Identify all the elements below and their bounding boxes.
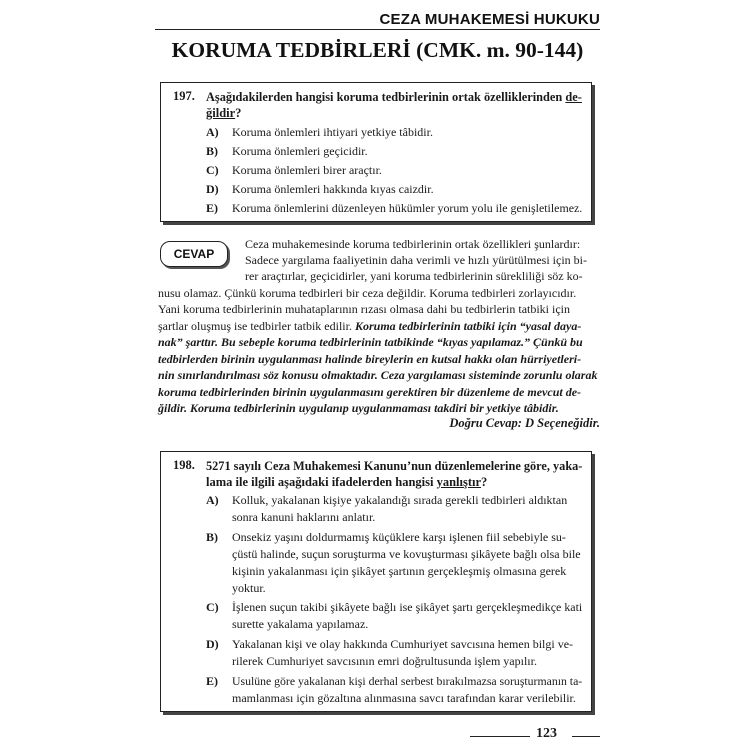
option-text: Usulüne göre yakalanan kişi derhal serbest bırakılmazsa soruşturmanın ta- — [232, 674, 583, 688]
answer-line: Yani koruma tedbirlerinin muhataplarının rızası olmasa dahi bu tedbirlerin tatbiki için — [158, 302, 571, 316]
footer-rule — [470, 736, 530, 737]
answer-line-emphasis: nak” şarttır. Bu sebeple koruma tedbirlerinin tatbikinde “kıyas yapılamaz.” Çünkü bu — [158, 335, 583, 349]
option-text: yoktur. — [232, 581, 266, 595]
option-letter: D) — [206, 637, 219, 651]
header-title: CEZA MUHAKEMESİ HUKUKU — [371, 11, 600, 28]
answer-badge: CEVAP — [160, 241, 228, 267]
answer-line: Ceza muhakemesinde koruma tedbirlerinin ortak özellikleri şunlardır: — [245, 237, 581, 251]
question-197-box — [160, 82, 592, 222]
option-letter: C) — [206, 600, 219, 614]
answer-line-emphasis: tedbirlerden birinin uygulanması halinde bireylerin en kutsal hakkı olan hürriyetleri- — [158, 352, 582, 366]
question-text: lama ile ilgili aşağıdaki ifadelerden hangisi — [206, 475, 437, 489]
option-text: mamlanması için gözaltına alınmasına savcı tarafından karar verilebilir. — [232, 691, 576, 705]
question-text-line2 — [206, 474, 487, 490]
answer-line: nusu olamaz. Çünkü koruma tedbirleri bir ceza değildir. Koruma tedbirleri zorlayıcıdır. — [158, 286, 577, 300]
header-rule — [155, 29, 600, 30]
option-letter: D) — [206, 182, 219, 196]
option-text: Onsekiz yaşını doldurmamış küçüklere karşı işlenen fiil sebebiyle su- — [232, 530, 566, 544]
option-letter: E) — [206, 201, 218, 215]
question-text: ? — [235, 106, 242, 120]
option-letter: B) — [206, 530, 218, 544]
option-text: Koruma önlemleri birer araçtır. — [232, 163, 382, 177]
answer-line — [158, 319, 581, 334]
running-header — [155, 8, 600, 34]
option-text: sonra kanuni haklarını anlatır. — [232, 510, 376, 524]
correct-answer: Doğru Cevap: D Seçeneğidir. — [449, 416, 600, 430]
option-text: Koruma önlemleri geçicidir. — [232, 144, 368, 158]
option-text: İşlenen suçun takibi şikâyete bağlı ise şikâyet şartı gerçekleşmedikçe kati — [232, 600, 583, 614]
option-text: çüstü halinde, suçun soruşturma ve kovuşturması şikâyete bağlı olsa bile — [232, 547, 581, 561]
footer-rule — [572, 736, 600, 737]
option-text: Yakalanan kişi ve olay hakkında Cumhuriyet savcısına hemen bilgi ve- — [232, 637, 574, 651]
option-text: kişinin yakalanması için şikâyet şartının gerçekleşmiş olmasına gerek — [232, 564, 567, 578]
question-underlined: de- — [565, 90, 582, 104]
answer-line-plain: şartlar oluşmuş ise tedbirler tatbik edilir. — [158, 319, 355, 333]
section-title: KORUMA TEDBİRLERİ (CMK. m. 90-144) — [171, 38, 584, 62]
option-text: Koruma önlemleri hakkında kıyas caizdir. — [232, 182, 434, 196]
answer-line: rer araçtırlar, geçicidirler, yani koruma tedbirlerinin sürekliliği söz ko- — [245, 269, 583, 283]
question-underlined: yanlıştır — [436, 475, 482, 489]
answer-line-emphasis: koruma tedbirlerinden birinin uygulanmasını gerektiren bir düzenleme de mevcut de- — [158, 385, 582, 399]
option-text: Koruma önlemleri ihtiyari yetkiye tâbidir. — [232, 125, 433, 139]
option-text: surette yakalama yapılamaz. — [232, 617, 369, 631]
option-letter: C) — [206, 163, 219, 177]
option-letter: B) — [206, 144, 218, 158]
option-letter: A) — [206, 125, 219, 139]
option-letter: A) — [206, 493, 219, 507]
answer-badge-wrap — [158, 237, 232, 271]
question-underlined: ğildir — [206, 106, 236, 120]
question-text-line2 — [206, 105, 241, 121]
question-number: 198. — [173, 458, 195, 472]
question-text: Aşağıdakilerden hangisi koruma tedbirlerinin ortak özelliklerinden — [206, 90, 566, 104]
answer-line-emphasis: ğildir. Koruma tedbirlerinin uygulanıp uygulanmaması takdiri bir yetkiye tâbidir. — [158, 401, 559, 415]
option-letter: E) — [206, 674, 218, 688]
option-text: Kolluk, yakalanan kişiye yakalandığı sırada gerekli tedbirleri aldıktan — [232, 493, 568, 507]
option-text: rilerek Cumhuriyet savcısının emri doğrultusunda işlem yapılır. — [232, 654, 537, 668]
answer-line-emphasis: nin sınırlandırılması söz konusu olmaktadır. Ceza yargılaması sisteminde zorunlu olarak — [158, 368, 598, 382]
question-text-line1 — [206, 89, 582, 105]
question-text: ? — [481, 475, 488, 489]
question-number: 197. — [173, 89, 195, 103]
option-text: Koruma önlemlerini düzenleyen hükümler yorum yolu ile genişletilemez. — [232, 201, 583, 215]
question-text-line1: 5271 sayılı Ceza Muhakemesi Kanunu’nun düzenlemelerine göre, yaka- — [206, 459, 583, 473]
page-number: 123 — [536, 726, 557, 741]
question-198-box — [160, 451, 592, 712]
answer-line-emphasis: Koruma tedbirlerinin tatbiki için “yasal daya- — [354, 319, 582, 333]
page-footer — [470, 726, 600, 746]
answer-line: Sadece yargılama faaliyetinin daha verimli ve hızlı yürütülmesi için bi- — [245, 253, 587, 267]
